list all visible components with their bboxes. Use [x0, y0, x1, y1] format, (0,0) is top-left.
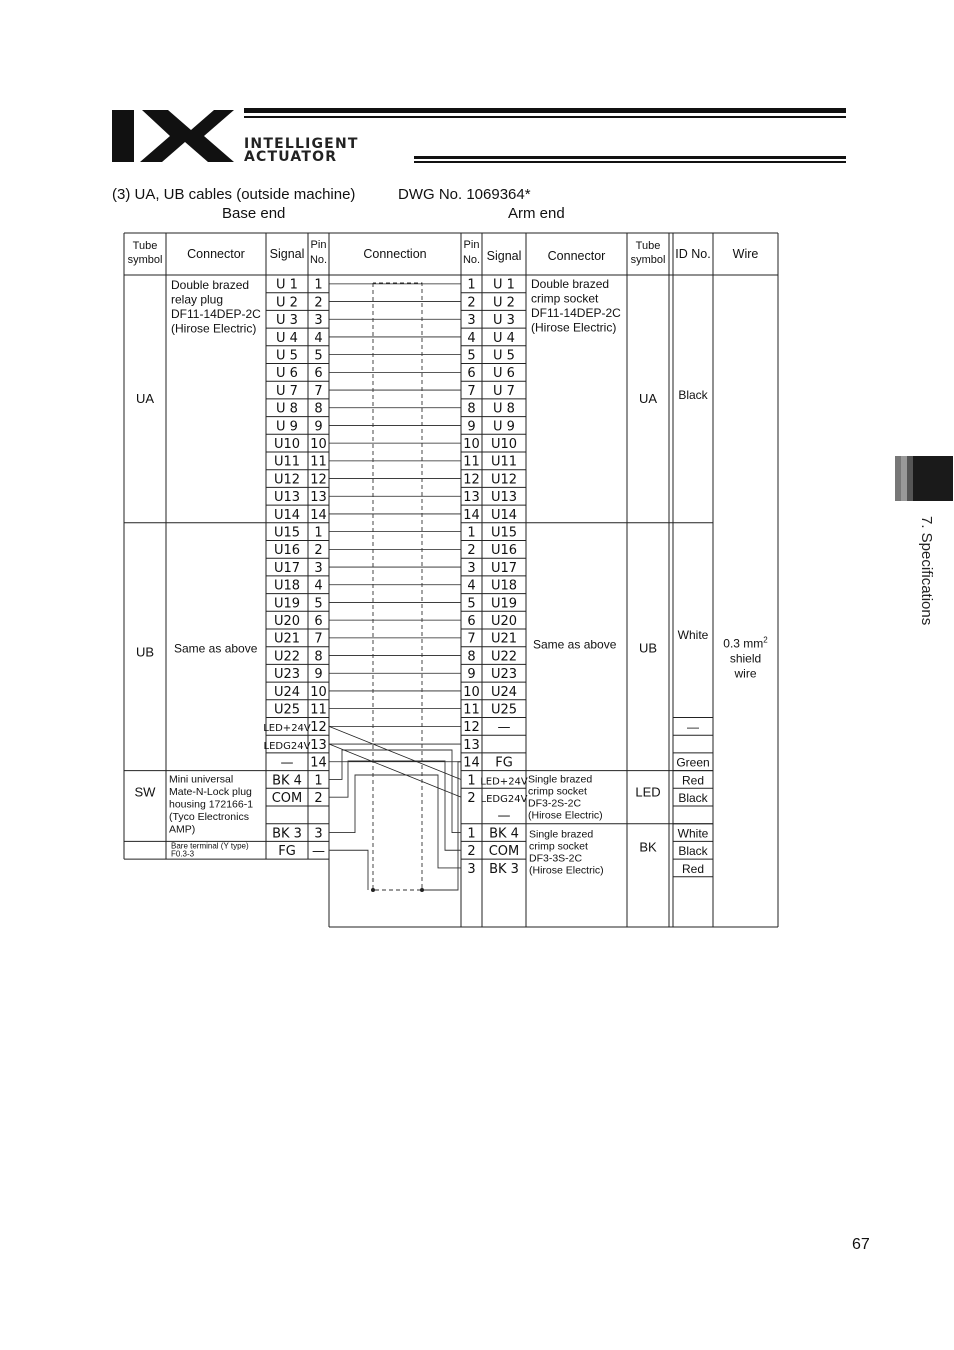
base-signal: U14: [273, 507, 301, 523]
connection-wires: [329, 283, 461, 892]
bk-arm-connector: crimp socket: [529, 840, 588, 853]
base-pin: 10: [310, 437, 327, 452]
arm-pin: 4: [467, 578, 476, 594]
base-signal: LED+24V: [263, 723, 311, 735]
led-arm-connector: Single brazed: [528, 773, 593, 786]
arm-signal: U 3: [493, 313, 515, 329]
base-signal: U 6: [276, 366, 298, 382]
base-pin: 11: [310, 702, 327, 718]
arm-pin: 5: [467, 348, 476, 364]
arm-pin: 14: [463, 755, 480, 771]
base-pin: 14: [310, 755, 327, 771]
wire-fg-arm: [422, 762, 461, 890]
base-pin: 1: [314, 525, 323, 541]
base-signal: U 9: [276, 419, 298, 435]
base-signal: U25: [273, 702, 301, 718]
junction-dot: [420, 888, 424, 892]
arm-signal: U 5: [493, 348, 515, 364]
bk-arm-connector: (Hirose Electric): [529, 864, 604, 877]
ub-arm-connector: Same as above: [533, 637, 617, 652]
wire-bk4: [329, 750, 461, 833]
base-signal: U13: [273, 490, 301, 506]
base-pin: 6: [314, 366, 323, 382]
section-title: (3) UA, UB cables (outside machine): [112, 186, 356, 203]
base-signal: BK 3: [272, 826, 302, 842]
arm-signal: U21: [490, 631, 518, 647]
ua-base-connector: DF11-14DEP-2C: [171, 307, 261, 321]
shield-box: [373, 283, 422, 890]
base-signal: U 1: [276, 277, 298, 293]
header-signal: Signal: [269, 247, 305, 261]
brand-line2: ACTUATOR: [244, 149, 338, 165]
arm-signal: U11: [490, 454, 518, 470]
junction-dot: [371, 888, 375, 892]
arm-signal: FG: [495, 755, 513, 771]
id-small: Red: [681, 773, 705, 788]
arm-signal: U 4: [493, 330, 515, 346]
arm-signal: U19: [490, 596, 518, 612]
base-pin: —: [312, 844, 325, 860]
base-signal: U15: [273, 525, 301, 541]
sw-base-connector: AMP): [169, 823, 196, 836]
base-pin: 2: [314, 791, 323, 806]
arm-pin: 9: [467, 667, 476, 683]
base-pin: 1: [314, 773, 323, 789]
base-signal: U 4: [276, 330, 298, 346]
arm-signal: U 8: [493, 401, 515, 417]
id-ub: White: [677, 628, 709, 642]
arm-pin: 13: [463, 737, 480, 753]
id-ua: Black: [678, 387, 708, 402]
chapter-label: [900, 510, 950, 650]
base-signal: U 3: [276, 313, 298, 329]
arm-signal: —: [497, 808, 511, 824]
base-pin: 5: [314, 348, 323, 364]
tube-bk: BK: [639, 839, 657, 855]
sw-base-connector: Mate-N-Lock plug: [169, 786, 252, 799]
base-pin: 12: [310, 472, 327, 488]
wire-led-plus: [329, 726, 461, 779]
id-small: Black: [678, 844, 708, 859]
arm-signal: BK 3: [489, 861, 519, 877]
base-signal: —: [280, 755, 294, 771]
base-pin: 4: [314, 578, 323, 594]
base-pin: 8: [314, 649, 323, 665]
brand-name: [244, 138, 359, 164]
wire-com: [329, 761, 461, 850]
base-signal: U18: [273, 578, 301, 594]
arm-pin: 1: [467, 773, 476, 789]
base-signal: U 5: [276, 348, 298, 364]
arm-pin: 6: [467, 366, 476, 382]
arm-signal: LEDG24V: [480, 794, 528, 805]
arm-signal: U12: [490, 472, 518, 488]
arm-pin: 3: [467, 313, 476, 329]
header-id-no: ID No.: [675, 247, 711, 261]
wiring-table: [120, 230, 785, 930]
tube-ub-arm: UB: [638, 640, 658, 656]
ua-arm-connector: Double brazed: [531, 277, 610, 291]
wire-spec-shield: shield: [729, 651, 762, 666]
base-signal: U 8: [276, 401, 298, 417]
arm-pin: 1: [467, 277, 476, 293]
tube-led: LED: [635, 784, 661, 800]
base-signal: U22: [273, 649, 301, 665]
header-wire: Wire: [732, 247, 759, 261]
arm-pin: 6: [467, 614, 476, 629]
base-pin: 13: [310, 737, 327, 753]
bk-arm-connector: Single brazed: [529, 828, 594, 841]
base-signal: U20: [273, 614, 301, 629]
arm-pin: 11: [463, 454, 480, 470]
base-pin: 14: [310, 507, 327, 523]
arm-signal: U13: [490, 490, 518, 506]
arm-signal: U16: [490, 543, 518, 559]
arm-signal: U14: [490, 507, 518, 523]
arm-signal: U22: [490, 649, 518, 665]
base-signal: U12: [273, 472, 301, 488]
arm-pin: 10: [463, 437, 480, 452]
arm-pin: 2: [467, 791, 476, 806]
arm-pin: 8: [467, 401, 476, 417]
ub-base-connector: Same as above: [174, 641, 258, 656]
ua-base-connector: (Hirose Electric): [171, 321, 257, 336]
tube-ua-arm: UA: [638, 390, 658, 406]
header-pin-arm: Pin: [463, 239, 480, 251]
header-tube-symbol-arm: symbol: [630, 254, 666, 266]
chapter-tab: [895, 456, 953, 501]
wire-fg-base: [329, 850, 368, 890]
arm-signal: —: [497, 720, 511, 736]
arm-pin: 1: [467, 826, 476, 842]
base-signal: LEDG24V: [263, 740, 311, 752]
header-connector: Connector: [187, 247, 245, 261]
ua-base-connector: relay plug: [171, 292, 224, 307]
table-text: [128, 239, 769, 877]
base-pin: 7: [314, 631, 323, 647]
id-small: White: [677, 826, 709, 841]
base-pin: 11: [310, 454, 327, 470]
header-tube-symbol: symbol: [127, 254, 163, 266]
base-signal: U11: [273, 454, 301, 470]
arm-signal: U15: [490, 525, 518, 541]
tube-ub: UB: [135, 644, 155, 660]
arm-signal: U24: [490, 684, 518, 700]
base-signal: U24: [273, 684, 301, 700]
arm-signal: U17: [490, 560, 518, 576]
id-small: —: [687, 720, 699, 735]
header-pin: Pin: [310, 239, 327, 251]
chapter-label-text: 7. Specifications: [918, 516, 935, 626]
arm-signal: U10: [490, 437, 518, 452]
bk-arm-connector: DF3-3S-2C: [529, 852, 583, 865]
ua-arm-connector: crimp socket: [531, 291, 599, 306]
base-signal: U23: [273, 667, 301, 683]
header-pin-no-arm: No.: [462, 254, 481, 266]
arm-pin: 10: [463, 684, 480, 700]
led-arm-connector: DF3-2S-2C: [528, 797, 582, 810]
arm-pin: 5: [467, 596, 476, 612]
base-pin: 9: [314, 667, 323, 683]
arm-signal: U25: [490, 702, 518, 718]
arm-pin: 8: [467, 649, 476, 665]
base-signal: U10: [273, 437, 301, 452]
arm-pin: 3: [467, 861, 476, 877]
base-signal: COM: [271, 791, 303, 806]
arm-pin: 1: [467, 525, 476, 541]
header-tube-arm: Tube: [635, 240, 661, 252]
arm-pin: 12: [463, 472, 480, 488]
base-end-label: Base end: [222, 205, 286, 222]
base-pin: 4: [314, 330, 323, 346]
led-arm-connector: (Hirose Electric): [528, 809, 603, 822]
bare-terminal: F0.3-3: [171, 849, 195, 859]
base-signal: FG: [278, 844, 296, 860]
arm-pin: 2: [467, 543, 476, 559]
arm-pin: 9: [467, 419, 476, 435]
arm-signal: COM: [488, 844, 520, 860]
base-pin: 8: [314, 401, 323, 417]
base-signal: U16: [273, 543, 301, 559]
base-pin: 9: [314, 419, 323, 435]
wire-spec: 0.3 $mm^2$: [723, 635, 768, 651]
base-pin: 5: [314, 596, 323, 612]
arm-pin: 14: [463, 507, 480, 523]
ua-arm-connector: DF11-14DEP-2C: [531, 306, 621, 320]
header-connector-arm: Connector: [547, 249, 606, 263]
base-pin: 1: [314, 277, 323, 293]
arm-signal: U 7: [493, 383, 515, 399]
header-connection: Connection: [363, 247, 427, 261]
base-signal: U19: [273, 596, 301, 612]
arm-signal: BK 4: [489, 826, 519, 842]
ua-base-connector: Double brazed: [171, 278, 250, 292]
base-pin: 10: [310, 684, 327, 700]
arm-end-label: Arm end: [508, 205, 565, 222]
bare-terminal: Bare terminal (Y type): [171, 841, 249, 851]
arm-signal: U 2: [493, 295, 515, 311]
base-pin: 3: [314, 313, 323, 329]
arm-signal: LED+24V: [480, 776, 528, 788]
base-signal: U17: [273, 560, 301, 576]
arm-pin: 11: [463, 702, 480, 718]
arm-pin: 13: [463, 490, 480, 506]
id-small: Black: [678, 791, 708, 805]
base-pin: 13: [310, 490, 327, 506]
tube-sw: SW: [134, 784, 156, 800]
arm-signal: U 1: [493, 277, 515, 293]
base-pin: 3: [314, 560, 323, 576]
base-signal: U21: [273, 631, 301, 647]
drawing-number: DWG No. 1069364*: [398, 186, 531, 203]
base-pin: 3: [314, 826, 323, 842]
arm-signal: U23: [490, 667, 518, 683]
arm-pin: 7: [467, 631, 476, 647]
base-pin: 2: [314, 543, 323, 559]
sw-base-connector: (Tyco Electronics: [169, 811, 249, 824]
page-number: 67: [852, 1236, 870, 1253]
arm-signal: U 9: [493, 419, 515, 435]
arm-signal: U18: [490, 578, 518, 594]
arm-signal: U 6: [493, 366, 515, 382]
led-arm-connector: crimp socket: [528, 785, 587, 798]
id-small: Green: [676, 755, 710, 770]
arm-pin: 7: [467, 383, 476, 399]
arm-pin: 4: [467, 330, 476, 346]
brand-line1: INTELLIGENT: [244, 136, 359, 152]
tube-ua: UA: [135, 390, 155, 406]
header-tube: Tube: [132, 240, 158, 252]
arm-pin: 2: [467, 844, 476, 860]
base-signal: U 7: [276, 383, 298, 399]
id-small: Red: [681, 861, 705, 876]
ua-arm-connector: (Hirose Electric): [531, 320, 617, 335]
sw-base-connector: housing 172166-1: [169, 798, 254, 811]
base-signal: BK 4: [272, 773, 302, 789]
arm-signal: U20: [490, 614, 518, 629]
arm-pin: 3: [467, 560, 476, 576]
ix-logo: [112, 108, 237, 164]
header-signal-arm: Signal: [486, 249, 522, 263]
base-pin: 12: [310, 720, 327, 736]
header-pin-no: No.: [309, 254, 328, 266]
base-signal: U 2: [276, 295, 298, 311]
base-pin: 6: [314, 614, 323, 629]
arm-pin: 12: [463, 720, 480, 736]
arm-pin: 2: [467, 295, 476, 311]
base-pin: 2: [314, 295, 323, 311]
wire-led-gnd: [329, 744, 461, 797]
sw-base-connector: Mini universal: [169, 773, 234, 786]
wire-spec-wire: wire: [734, 666, 757, 681]
base-pin: 7: [314, 383, 323, 399]
